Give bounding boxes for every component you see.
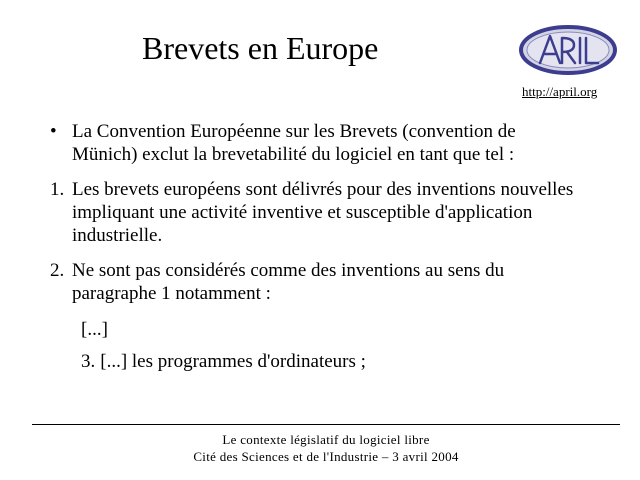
bullet-text: La Convention Européenne sur les Brevets (convention de Münich) exclut la brevetabilité du logiciel en tant que tel : bbox=[72, 121, 516, 165]
slide-footer bbox=[32, 431, 620, 465]
april-logo bbox=[518, 24, 618, 76]
footer-line-2: Cité des Sciences et de l'Industrie – 3 avril 2004 bbox=[193, 449, 459, 464]
footer-line-1: Le contexte législatif du logiciel libre bbox=[222, 432, 430, 447]
paragraph-1-text: Les brevets européens sont délivrés pour des inventions nouvelles impliquant une activité inventive et susceptible d'application industrielle. bbox=[72, 179, 574, 246]
sub-item bbox=[81, 350, 366, 373]
april-website-link[interactable]: http://april.org bbox=[522, 84, 598, 99]
paragraph-2-number: 2. bbox=[50, 260, 65, 281]
footer-divider bbox=[32, 424, 620, 425]
sub-item-text: [...] les programmes d'ordinateurs ; bbox=[100, 351, 366, 372]
sub-item-number: 3. bbox=[81, 351, 96, 372]
ellipsis-line: [...] bbox=[81, 319, 108, 340]
slide-title: Brevets en Europe bbox=[142, 30, 379, 66]
bullet-icon: • bbox=[50, 121, 57, 142]
paragraph-1-number: 1. bbox=[50, 179, 65, 200]
paragraph-2-text: Ne sont pas considérés comme des inventions au sens du paragraphe 1 notamment : bbox=[72, 260, 505, 304]
